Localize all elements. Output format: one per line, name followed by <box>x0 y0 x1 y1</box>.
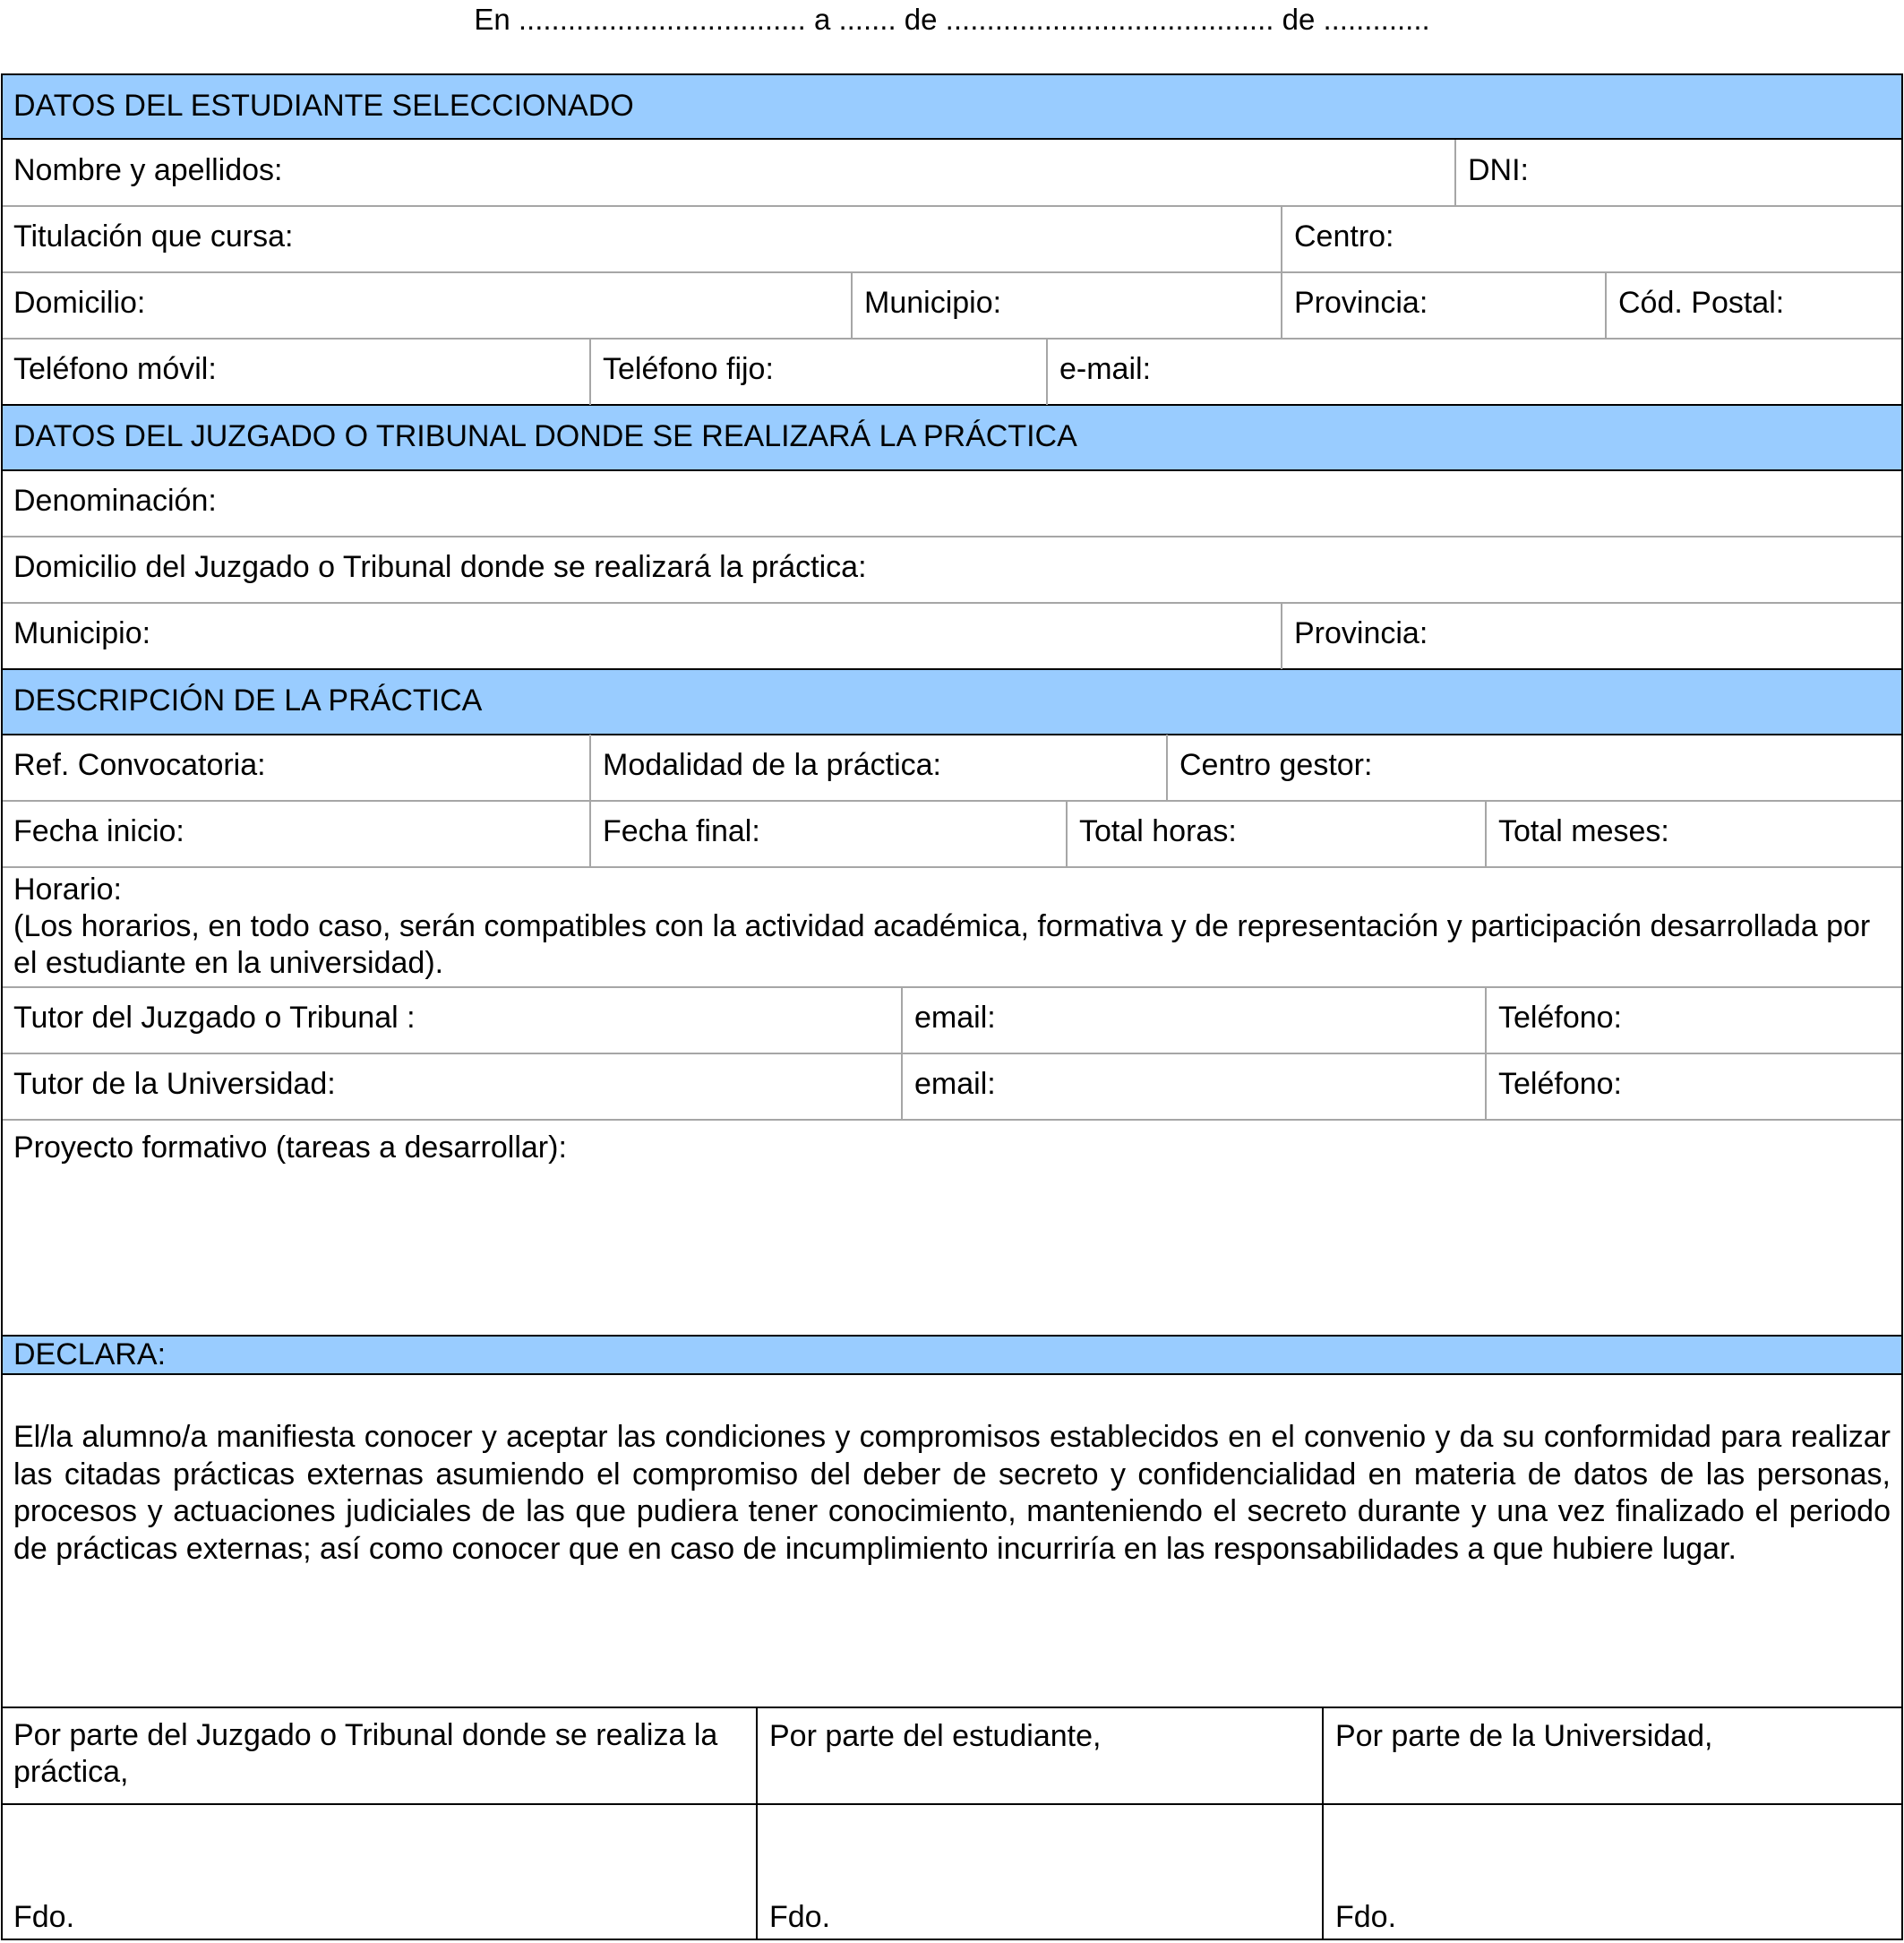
col-divider <box>1485 987 1487 1120</box>
col-divider <box>851 272 853 339</box>
practice-ref-field[interactable]: Ref. Convocatoria: <box>13 748 266 782</box>
signature-student-label: Por parte del estudiante, <box>769 1719 1102 1753</box>
declaration-header: DECLARA: <box>1 1335 1903 1375</box>
row-divider <box>1 536 1903 537</box>
signature-col-divider <box>1322 1707 1324 1940</box>
practice-schedule-field[interactable] <box>1 867 1903 987</box>
schedule-label: Horario: <box>13 873 122 907</box>
col-divider <box>1454 140 1456 206</box>
signature-university-label: Por parte de la Universidad, <box>1335 1719 1713 1753</box>
practice-total-hours-field[interactable]: Total horas: <box>1079 814 1237 848</box>
signature-student-box[interactable] <box>757 1804 1323 1940</box>
student-section-header: DATOS DEL ESTUDIANTE SELECCIONADO <box>1 73 1903 140</box>
court-tutor-phone-field[interactable]: Teléfono: <box>1498 1001 1622 1035</box>
student-center-field[interactable]: Centro: <box>1294 219 1394 254</box>
student-name-field[interactable]: Nombre y apellidos: <box>13 153 283 187</box>
signature-court-label: Por parte del Juzgado o Tribunal donde se realiza la práctica, <box>13 1718 718 1789</box>
row-divider <box>1 1053 1903 1054</box>
col-divider <box>1605 272 1607 339</box>
col-divider <box>1485 801 1487 867</box>
student-address-field[interactable]: Domicilio: <box>13 286 146 320</box>
student-landline-field[interactable]: Teléfono fijo: <box>603 352 774 386</box>
court-tutor-email-field[interactable]: email: <box>914 1001 996 1035</box>
training-project-field[interactable]: Proyecto formativo (tareas a desarrollar): <box>13 1131 567 1165</box>
signature-col-divider <box>756 1707 758 1940</box>
internship-form <box>1 73 1903 1940</box>
court-municipality-field[interactable]: Municipio: <box>13 616 151 650</box>
practice-end-date-field[interactable]: Fecha final: <box>603 814 760 848</box>
date-line: En ................................... a ....... de ........................................ de ............. <box>474 3 1430 36</box>
court-province-field[interactable]: Provincia: <box>1294 616 1428 650</box>
row-divider <box>1 271 1903 273</box>
student-municipality-field[interactable]: Municipio: <box>864 286 1002 320</box>
col-divider <box>589 735 591 867</box>
practice-manager-field[interactable]: Centro gestor: <box>1179 748 1373 782</box>
signature-top-rule <box>1 1707 1903 1708</box>
row-divider <box>1 205 1903 207</box>
row-divider <box>1 338 1903 340</box>
row-divider <box>1 602 1903 604</box>
col-divider <box>901 987 903 1120</box>
signature-student-fdo: Fdo. <box>769 1900 831 1934</box>
uni-tutor-field[interactable]: Tutor de la Universidad: <box>13 1067 336 1101</box>
row-divider <box>1 866 1903 868</box>
col-divider <box>1166 735 1168 801</box>
practice-section-header: DESCRIPCIÓN DE LA PRÁCTICA <box>1 668 1903 735</box>
row-divider <box>1 1119 1903 1121</box>
student-postal-code-field[interactable]: Cód. Postal: <box>1618 286 1785 320</box>
court-name-field[interactable]: Denominación: <box>13 484 217 518</box>
student-email-field[interactable]: e-mail: <box>1059 352 1152 386</box>
signature-court-fdo: Fdo. <box>13 1900 75 1934</box>
student-dni-field[interactable]: DNI: <box>1468 153 1529 187</box>
col-divider <box>1281 206 1282 339</box>
col-divider <box>1281 603 1282 669</box>
col-divider <box>1066 801 1068 867</box>
practice-total-months-field[interactable]: Total meses: <box>1498 814 1669 848</box>
uni-tutor-email-field[interactable]: email: <box>914 1067 996 1101</box>
signature-mid-rule <box>1 1803 1903 1805</box>
court-tutor-field[interactable]: Tutor del Juzgado o Tribunal : <box>13 1001 416 1035</box>
practice-start-date-field[interactable]: Fecha inicio: <box>13 814 184 848</box>
court-address-field[interactable]: Domicilio del Juzgado o Tribunal donde se realizará la práctica: <box>13 550 867 584</box>
practice-modality-field[interactable]: Modalidad de la práctica: <box>603 748 942 782</box>
row-divider <box>1 800 1903 802</box>
schedule-note: (Los horarios, en todo caso, serán compatibles con la actividad académica, formativa y de representación y participación desarrollada por el estudiante en la universidad). <box>13 909 1871 980</box>
student-degree-field[interactable]: Titulación que cursa: <box>13 219 294 254</box>
row-divider <box>1 986 1903 988</box>
col-divider <box>589 339 591 405</box>
student-mobile-field[interactable]: Teléfono móvil: <box>13 352 217 386</box>
uni-tutor-phone-field[interactable]: Teléfono: <box>1498 1067 1622 1101</box>
signature-university-box[interactable] <box>1323 1804 1903 1940</box>
col-divider <box>1046 339 1048 405</box>
signature-university-fdo: Fdo. <box>1335 1900 1397 1934</box>
declaration-text: El/la alumno/a manifiesta conocer y aceptar las condiciones y compromisos establecidos en el convenio y da su conformidad para realizar las citadas prácticas externas asumiendo el compromiso del deber de secreto y confidencialidad en materia de datos de las personas, procesos y actuaciones judiciales de las que pudiera tener conocimiento, manteniendo el secreto durante y una vez finalizado el periodo de prácticas externas; así como conocer que en caso de incumplimiento incurriría en las responsabilidades a que hubiere lugar. <box>13 1420 1891 1566</box>
court-section-header: DATOS DEL JUZGADO O TRIBUNAL DONDE SE REALIZARÁ LA PRÁCTICA <box>1 404 1903 471</box>
student-province-field[interactable]: Provincia: <box>1294 286 1428 320</box>
signature-court-box[interactable] <box>1 1804 757 1940</box>
